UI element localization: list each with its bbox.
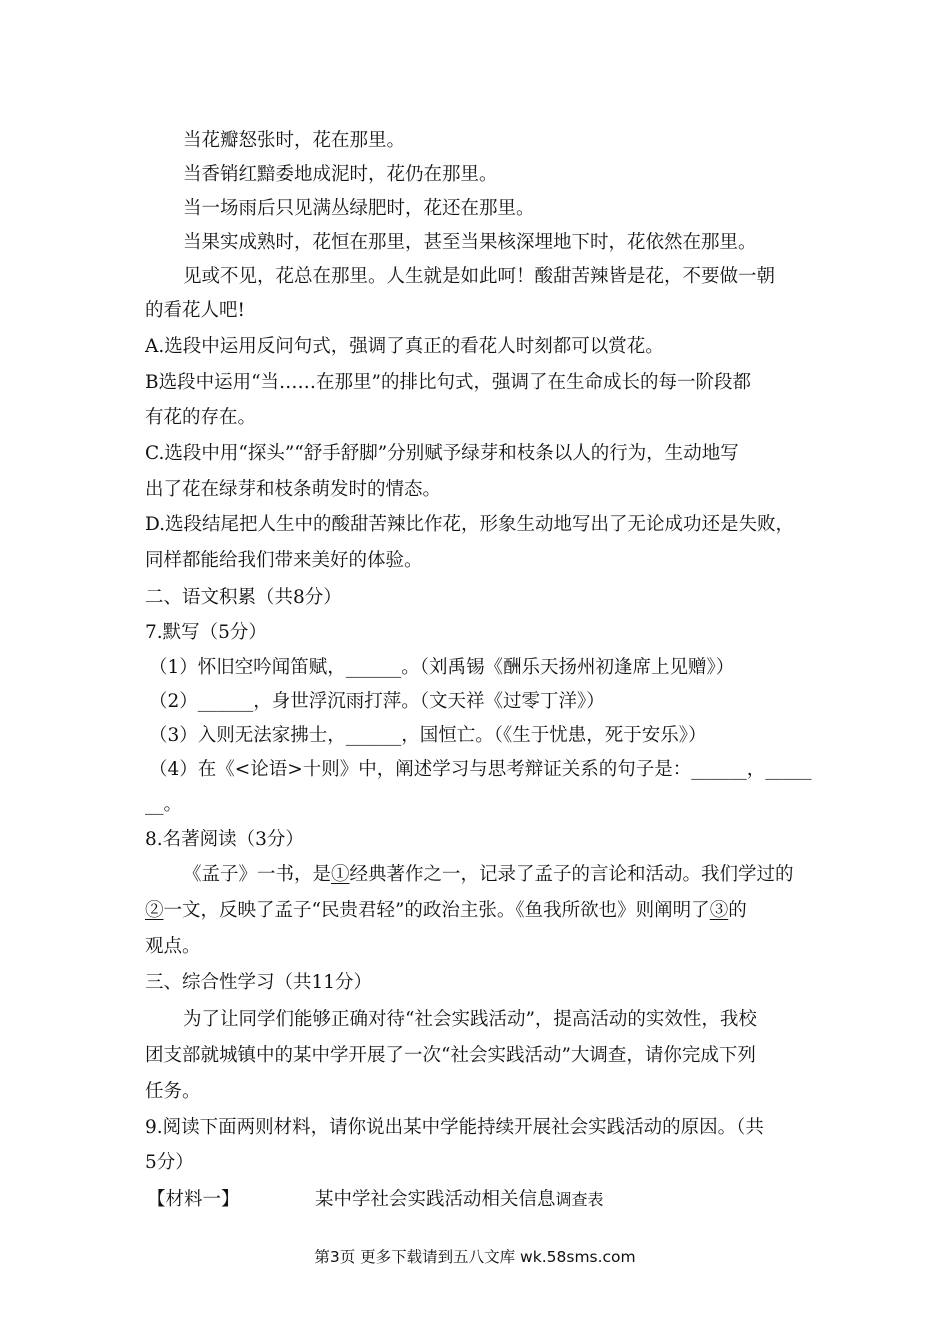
q7-item-1: （1）怀旧空吟闻笛赋，______。（刘禹锡《酬乐天扬州初逢席上见赠》） (149, 657, 735, 678)
q8-paragraph-line-1 (183, 862, 794, 888)
q8-text: 一文，反映了孟子“民贵君轻”的政治主张。《鱼我所欲也》则阐明了 (163, 900, 710, 921)
q7-item-2: （2）______，身世浮沉雨打萍。（文天祥《过零丁洋》） (149, 691, 605, 712)
q7-item-3: （3）入则无法家拂士，______，国恒亡。（《生于忧患，死于安乐》） (149, 725, 707, 746)
option-b-line-1: B选段中运用“当……在那里”的排比句式，强调了在生命成长的每一阶段都 (145, 372, 752, 393)
option-c-line-2: 出了花在绿芽和枝条萌发时的情态。 (145, 479, 442, 500)
q9-line-2: 5分） (145, 1152, 194, 1173)
option-c-line-1: C.选段中用“探头”“舒手舒脚”分别赋予绿芽和枝条以人的行为，生动地写 (145, 443, 739, 464)
q7-title: 7.默写（5分） (145, 622, 267, 643)
option-d-line-1: D.选段结尾把人生中的酸甜苦辣比作花，形象生动地写出了无论成功还是失败， (145, 514, 795, 535)
q8-text: 的 (728, 900, 747, 921)
poem-line-4: 当果实成熟时，花恒在那里，甚至当果核深埋地下时，花依然在那里。 (183, 232, 757, 253)
blank-marker-2: ② (145, 900, 164, 921)
q8-text: 《孟子》一书，是 (183, 864, 332, 885)
blank-marker-3: ③ (709, 900, 729, 921)
intro-line-2: 团支部就城镇中的某中学开展了一次“社会实践活动”大调查，请你完成下列 (145, 1045, 756, 1066)
q8-text: 经典著作之一，记录了孟子的言论和活动。我们学过的 (349, 864, 794, 885)
section-2-heading: 二、语文积累（共8分） (145, 587, 342, 608)
poem-line-1: 当花瓣怒张时，花在那里。 (183, 130, 406, 151)
intro-line-1: 为了让同学们能够正确对待“社会实践活动”，提高活动的实效性，我校 (183, 1009, 757, 1030)
poem-line-3: 当一场雨后只见满丛绿肥时，花还在那里。 (183, 198, 535, 219)
section-3-heading: 三、综合性学习（共11分） (145, 972, 373, 993)
poem-line-2: 当香销红黯委地成泥时，花仍在那里。 (183, 164, 498, 185)
option-a: A.选段中运用反问句式，强调了真正的看花人时刻都可以赏花。 (145, 336, 664, 357)
page-footer: 第3页 更多下载请到五八文库 wk.58sms.com (314, 1248, 636, 1266)
q9-line-1: 9.阅读下面两则材料，请你说出某中学能持续开展社会实践活动的原因。（共 (145, 1117, 764, 1138)
q7-item-4: （4）在《<论语>十则》中，阐述学习与思考辩证关系的句子是：______，_____ (149, 759, 812, 780)
q8-title: 8.名著阅读（3分） (145, 829, 304, 850)
blank-marker-1: ① (331, 864, 350, 885)
intro-line-3: 任务。 (145, 1081, 201, 1102)
poem-line-5: 见或不见，花总在那里。人生就是如此呵！酸甜苦辣皆是花，不要做一朝 (183, 266, 776, 287)
q7-item-4-tail: __。 (145, 794, 183, 815)
material-title-suffix: 调查表 (555, 1190, 604, 1209)
option-d-line-2: 同样都能给我们带来美好的体验。 (145, 550, 423, 571)
material-title-main: 某中学社会实践活动相关信息 (315, 1189, 556, 1210)
poem-tail: 的看花人吧! (145, 300, 245, 321)
q8-paragraph-line-3: 观点。 (145, 936, 201, 957)
material-title (315, 1187, 604, 1213)
q8-paragraph-line-2 (145, 898, 747, 924)
material-label: 【材料一】 (147, 1189, 240, 1210)
option-b-line-2: 有花的存在。 (145, 407, 257, 428)
